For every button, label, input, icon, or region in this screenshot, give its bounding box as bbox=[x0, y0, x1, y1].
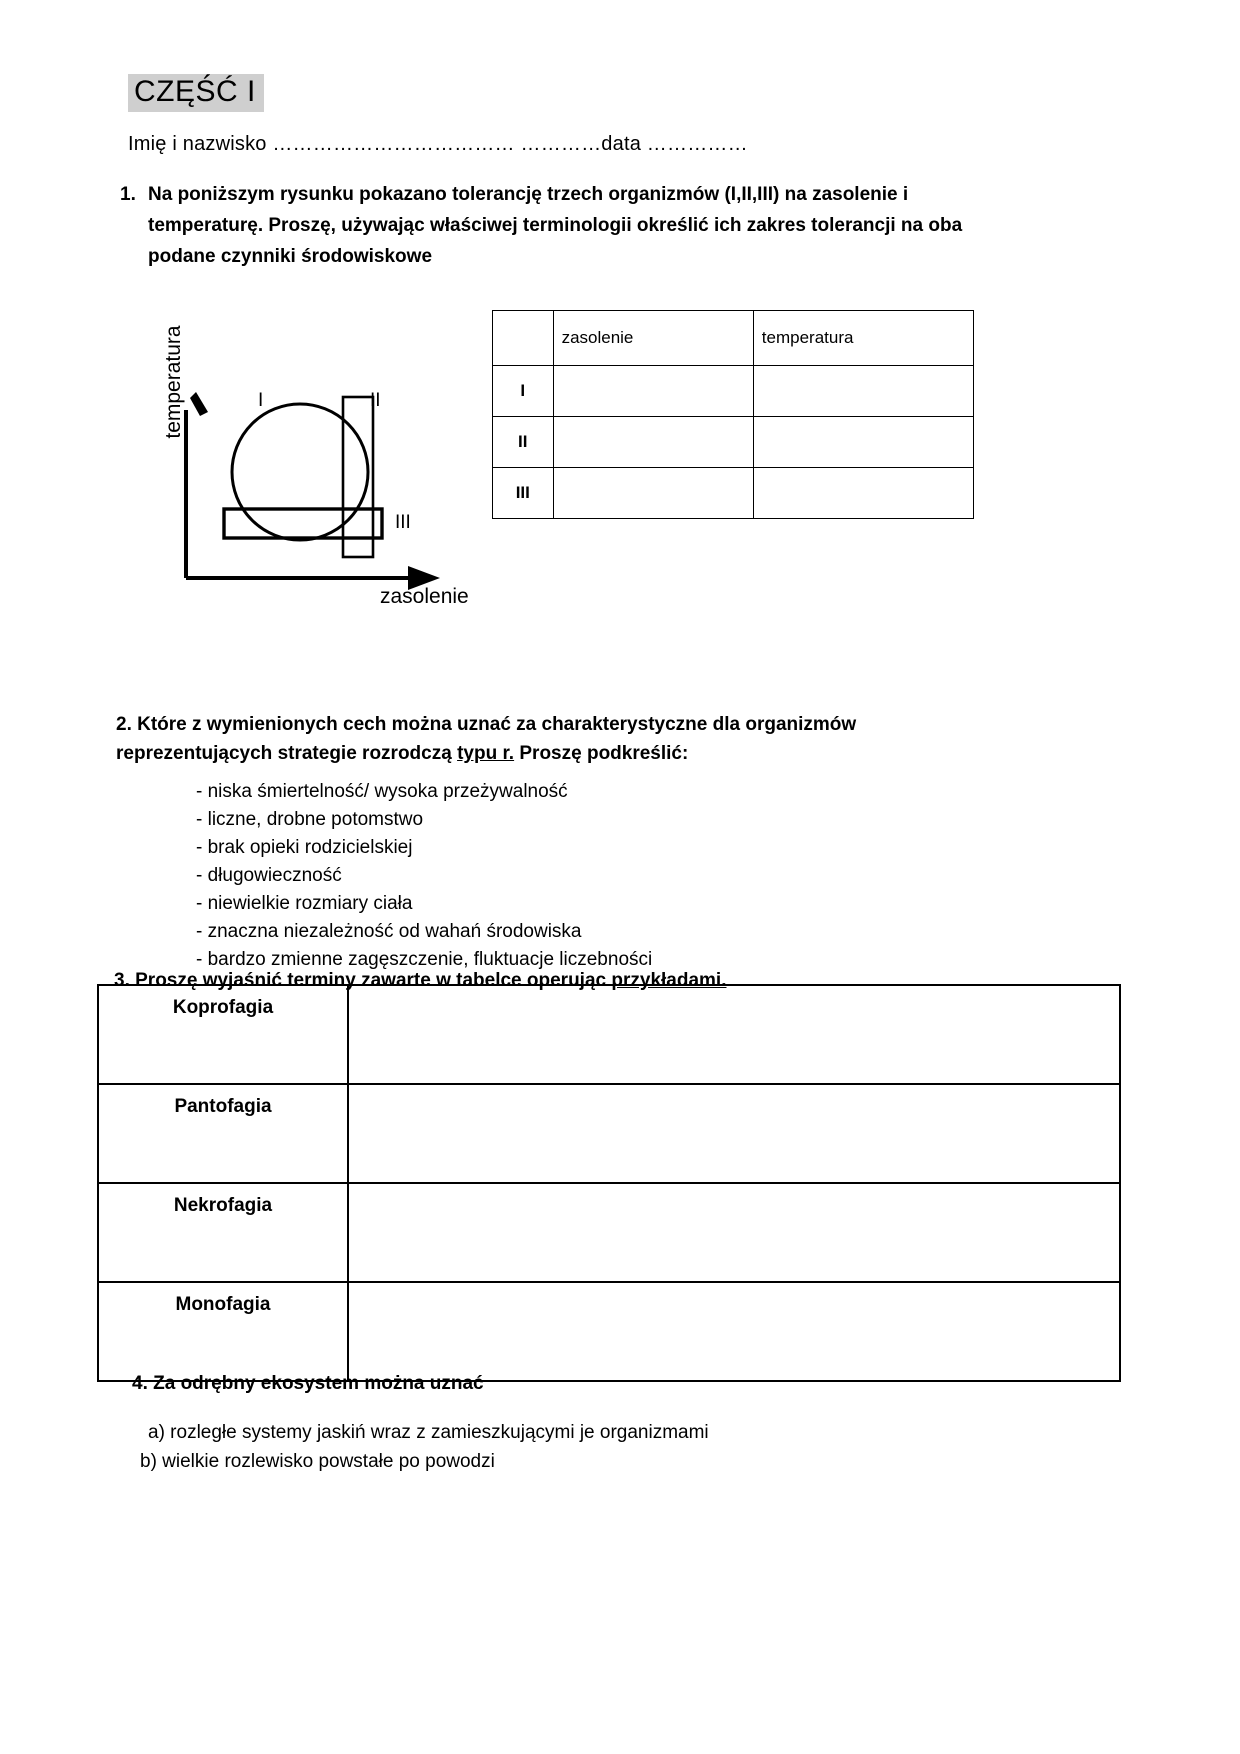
question-1 bbox=[120, 180, 1000, 272]
x-axis-arrow-icon bbox=[408, 566, 440, 590]
question-4-options bbox=[140, 1418, 709, 1477]
term-monofagia: Monofagia bbox=[98, 1282, 348, 1381]
diagram-label-i: I bbox=[258, 390, 264, 411]
answer-pantofagia[interactable] bbox=[348, 1084, 1120, 1183]
list-item[interactable]: - niska śmiertelność/ wysoka przeżywalność bbox=[196, 781, 568, 802]
question-3-underlined: przykładami. bbox=[611, 970, 727, 991]
cell-i-temperatura[interactable] bbox=[753, 366, 973, 417]
list-item[interactable]: - brak opieki rodzicielskiej bbox=[196, 836, 413, 858]
cell-iii-zasolenie[interactable] bbox=[553, 468, 753, 519]
cell-ii-temperatura[interactable] bbox=[753, 417, 973, 468]
y-axis-label: temperatura bbox=[162, 325, 185, 439]
page-title: CZĘŚĆ I bbox=[128, 74, 264, 112]
y-axis-arrow-icon bbox=[190, 392, 208, 416]
tolerance-table bbox=[492, 310, 974, 519]
row-label-ii: II bbox=[493, 417, 554, 468]
table-row bbox=[98, 985, 1120, 1084]
diagram-svg bbox=[140, 300, 520, 630]
column-header-zasolenie: zasolenie bbox=[553, 311, 753, 366]
question-2-line-2 bbox=[116, 739, 996, 768]
question-3-text: 3. Proszę wyjaśnić terminy zawarte w tabelce operując bbox=[114, 970, 612, 991]
diagram-label-ii: II bbox=[370, 390, 381, 411]
table-row bbox=[98, 1282, 1120, 1381]
term-koprofagia: Koprofagia bbox=[98, 985, 348, 1084]
list-item[interactable]: - bardzo zmienne zagęszczenie, fluktuacje liczebności bbox=[196, 948, 653, 970]
question-2-underlined: typu r. bbox=[457, 743, 515, 765]
diagram-label-iii: III bbox=[395, 512, 411, 533]
table-corner-cell bbox=[493, 311, 554, 366]
row-label-i: I bbox=[493, 366, 554, 417]
table-row bbox=[98, 1183, 1120, 1282]
question-1-text: Na poniższym rysunku pokazano tolerancję trzech organizmów (I,II,III) na zasolenie i temperaturę. Proszę, używając właściwej terminologii określić ich zakres tolerancji na oba podane czynniki środowiskowe bbox=[148, 184, 963, 267]
row-label-iii: III bbox=[493, 468, 554, 519]
option-b[interactable]: b) wielkie rozlewisko powstałe po powodzi bbox=[140, 1451, 495, 1473]
x-axis-label: zasolenie bbox=[380, 585, 469, 608]
question-2-line-1: 2. Które z wymienionych cech można uznać za charakterystyczne dla organizmów bbox=[116, 714, 857, 735]
question-2-line-2-part-b: Proszę podkreślić: bbox=[514, 743, 689, 765]
shape-organism-i bbox=[232, 404, 368, 540]
cell-ii-zasolenie[interactable] bbox=[553, 417, 753, 468]
table-row bbox=[98, 1084, 1120, 1183]
question-1-number: 1. bbox=[120, 184, 136, 205]
question-2 bbox=[116, 710, 996, 769]
list-item[interactable]: - znaczna niezależność od wahań środowiska bbox=[196, 920, 582, 942]
table-header-row bbox=[493, 311, 974, 366]
list-item[interactable]: - niewielkie rozmiary ciała bbox=[196, 892, 413, 914]
tolerance-diagram bbox=[140, 300, 520, 630]
answer-koprofagia[interactable] bbox=[348, 985, 1120, 1084]
term-nekrofagia: Nekrofagia bbox=[98, 1183, 348, 1282]
list-item[interactable]: - długowieczność bbox=[196, 864, 342, 886]
cell-i-zasolenie[interactable] bbox=[553, 366, 753, 417]
option-a[interactable]: a) rozległe systemy jaskiń wraz z zamieszkującymi je organizmami bbox=[148, 1422, 709, 1443]
cell-iii-temperatura[interactable] bbox=[753, 468, 973, 519]
table-row bbox=[493, 366, 974, 417]
answer-nekrofagia[interactable] bbox=[348, 1183, 1120, 1282]
table-row bbox=[493, 417, 974, 468]
table-row bbox=[493, 468, 974, 519]
column-header-temperatura: temperatura bbox=[753, 311, 973, 366]
list-item[interactable]: - liczne, drobne potomstwo bbox=[196, 808, 424, 830]
question-2-line-2-part-a: reprezentujących strategie rozrodczą bbox=[116, 743, 458, 765]
term-pantofagia: Pantofagia bbox=[98, 1084, 348, 1183]
trait-list bbox=[196, 778, 652, 973]
answer-monofagia[interactable] bbox=[348, 1282, 1120, 1381]
name-date-line: Imię i nazwisko ……………………………… …………data …………… bbox=[128, 133, 748, 155]
terms-table bbox=[97, 984, 1121, 1382]
question-4: 4. Za odrębny ekosystem można uznać bbox=[132, 1373, 484, 1394]
